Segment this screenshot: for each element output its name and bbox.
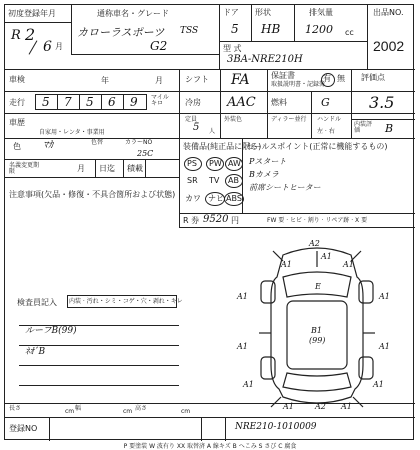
rule [49, 417, 50, 441]
height-label: 高さ [135, 405, 148, 412]
legend: P 要塗装 W 波有り XX 取替済 A 線キズ B へこみ S さび C 腐食 [123, 443, 297, 450]
rule [351, 69, 415, 70]
model-code: 3BA-NRE210H [227, 54, 303, 65]
damage-mark: A1 [281, 260, 292, 269]
damage-mark: (99) [309, 336, 326, 345]
reg-year: 2 [25, 25, 36, 44]
grade-value: 3.5 [369, 93, 395, 112]
rule [219, 5, 220, 69]
reg-label: 初度登録年月 [8, 9, 56, 18]
mileage-unit: マイル キロ [151, 94, 169, 107]
displacement-unit: cc [345, 28, 354, 37]
fuel: G [321, 96, 330, 109]
damage-label: FW 要 · ヒビ · 割り · リペア跡 · X 要 [267, 217, 368, 224]
selling-point-line: 前席シートヒーター [249, 183, 321, 192]
equip-circle [225, 157, 243, 171]
shift-label: シフト [185, 75, 209, 84]
reg-no-label: 登録NO [9, 424, 38, 433]
warranty-sub: 取扱説明書・記録簿 [271, 81, 326, 88]
color-label: 色 [13, 142, 21, 151]
damage-mark: A1 [373, 380, 384, 389]
damage-mark: A1 [379, 292, 390, 301]
equip-ps: PS [187, 159, 197, 168]
mileage-digit: 5 [42, 95, 50, 109]
inspector-options: 内装 · 汚れ・シミ・コゲ・穴・剥れ・キレ [69, 298, 183, 305]
rule [71, 54, 219, 55]
capacity: 5 [193, 122, 200, 133]
rule [19, 365, 179, 366]
equip-aw: AW [228, 159, 241, 168]
damage-mark: A1 [243, 380, 254, 389]
mileage-digit: 5 [86, 95, 94, 109]
damage-mark: A2 [309, 239, 320, 248]
rule [267, 69, 268, 138]
car-diagram [223, 237, 411, 413]
equip-leather: カワ [185, 194, 201, 203]
ac: AAC [227, 95, 256, 110]
equip-abs: ABS [226, 194, 242, 203]
rule [101, 94, 102, 110]
rule [5, 113, 415, 114]
equip-navi: ナビ [208, 194, 224, 203]
warranty-no: 無 [337, 74, 345, 83]
displacement-label: 排気量 [309, 8, 333, 17]
mileage-digit: 6 [108, 95, 116, 109]
reg-month-unit: 月 [55, 42, 63, 51]
mileage-digit: 9 [130, 95, 138, 109]
reg-month: 6 [43, 39, 52, 55]
rule [19, 345, 179, 346]
rule [5, 138, 415, 139]
rule [219, 41, 367, 42]
equip-tv: TV [209, 176, 220, 185]
equipment-label: 装備品(純正品に限る) [183, 142, 262, 151]
interior-label: 内装評価 [354, 121, 373, 134]
ext-color-label: 外装色 [224, 116, 243, 123]
inspection-year-unit: 年 [101, 76, 109, 85]
equip-circle [184, 157, 202, 171]
rule [201, 417, 202, 441]
rule [5, 417, 415, 418]
note-line: ルーフB(99) [25, 326, 77, 336]
warranty-yes: 有 [323, 74, 331, 83]
name-change-label: 名義変更期限 [9, 162, 40, 175]
rule [294, 5, 295, 41]
name-change-day: 日迄 [99, 164, 115, 173]
damage-mark: A1 [321, 252, 332, 261]
equip-sr: SR [187, 176, 198, 185]
name-change-month: 月 [77, 164, 85, 173]
car-name-label: 通称車名・グレード [97, 9, 169, 18]
chassis-number: NRE210-1010009 [235, 422, 317, 432]
rule [5, 177, 179, 178]
damage-mark: A1 [343, 260, 354, 269]
damage-mark: A2 [315, 402, 326, 411]
capacity-unit: 人 [209, 128, 216, 135]
equip-circle [205, 192, 225, 206]
body-label: 形状 [255, 8, 271, 17]
rule [123, 159, 124, 177]
inspection-sheet [4, 4, 414, 440]
color-code-label: カラーNO [125, 139, 153, 146]
mileage-label: 走行 [9, 98, 25, 107]
rule [95, 159, 96, 177]
inspection-month-unit: 月 [155, 76, 163, 85]
fuel-label: 燃料 [271, 98, 287, 107]
lot-label: 出品NO. [373, 8, 404, 17]
damage-mark: A1 [237, 292, 248, 301]
history-options: 自家用・レンタ・事業用 [39, 129, 105, 136]
rule [19, 385, 179, 386]
damage-mark: A1 [283, 402, 294, 411]
shift: FA [231, 72, 250, 88]
color-value: ﾏｶ [43, 140, 53, 151]
rule [225, 417, 226, 441]
rule [351, 119, 415, 120]
selling-point-line: Pスタート [249, 157, 287, 166]
recycle-amount: 9520 [203, 214, 229, 225]
rule [367, 5, 368, 69]
rule [351, 69, 352, 138]
recycle-unit: 円 [231, 216, 239, 225]
width-label: 幅 [75, 405, 82, 412]
capacity-label: 定員 [185, 116, 198, 123]
rule [5, 159, 179, 160]
inspector-label: 検査員記入 [17, 298, 57, 307]
rule [179, 227, 415, 228]
rule [71, 5, 72, 54]
model-label: 型 式 [223, 44, 242, 53]
rule [5, 91, 415, 92]
rule [5, 22, 71, 23]
rule [179, 69, 180, 227]
name-change-tax: 積載 [127, 164, 143, 173]
rule [123, 94, 124, 110]
grade: G2 [150, 39, 168, 53]
equip-circle [224, 192, 244, 206]
inspection-label: 車検 [9, 75, 25, 84]
note-line: ﾈｵﾞB [25, 347, 46, 357]
mileage-digit: 7 [64, 95, 72, 109]
displacement: 1200 [305, 23, 333, 36]
damage-mark: B1 [311, 326, 322, 335]
car-name: カローラスポーツ [77, 26, 165, 39]
damage-mark: A1 [341, 402, 352, 411]
equip-circle [225, 174, 243, 188]
notes-label: 注意事項(欠品・修復・不具合箇所および状態) [9, 190, 176, 199]
equip-ab: AB [228, 176, 239, 185]
warranty-label: 保証書 [271, 71, 295, 80]
rule [145, 159, 146, 177]
damage-mark: A1 [237, 342, 248, 351]
dealer-label: ディラー並行 [271, 116, 307, 123]
grade-label: 評価点 [361, 73, 385, 82]
rule [79, 94, 80, 110]
length-unit: cm [65, 408, 75, 415]
color-code: 25C [137, 149, 154, 158]
body: HB [261, 22, 281, 36]
length-label: 長さ [9, 405, 22, 412]
rule [311, 91, 312, 138]
damage-mark: E [315, 282, 321, 291]
doors: 5 [231, 22, 239, 36]
selling-point-line: Bカメラ [249, 170, 279, 179]
reg-era: R [11, 28, 21, 43]
doors-label: ドア [223, 8, 239, 17]
damage-mark: A1 [379, 342, 390, 351]
recycle-label: R 券 [183, 216, 200, 225]
selling-points-label: セールスポイント(正常に機能するもの) [246, 142, 388, 151]
height-unit: cm [181, 408, 191, 415]
rule [57, 94, 58, 110]
handle-options: 左 · 右 [317, 128, 335, 135]
history-label: 車歴 [9, 118, 25, 127]
ac-label: 冷房 [185, 98, 201, 107]
car-name-extra: TSS [180, 26, 199, 36]
rule [220, 69, 221, 138]
rule [251, 5, 252, 41]
handle-label: ハンドル [317, 116, 342, 123]
equip-circle [206, 157, 224, 171]
interior: B [385, 122, 394, 135]
equip-pw: PW [209, 159, 222, 168]
width-unit: cm [123, 408, 133, 415]
lot-number: 2002 [373, 38, 405, 54]
color-change-label: 色替 [91, 139, 104, 146]
